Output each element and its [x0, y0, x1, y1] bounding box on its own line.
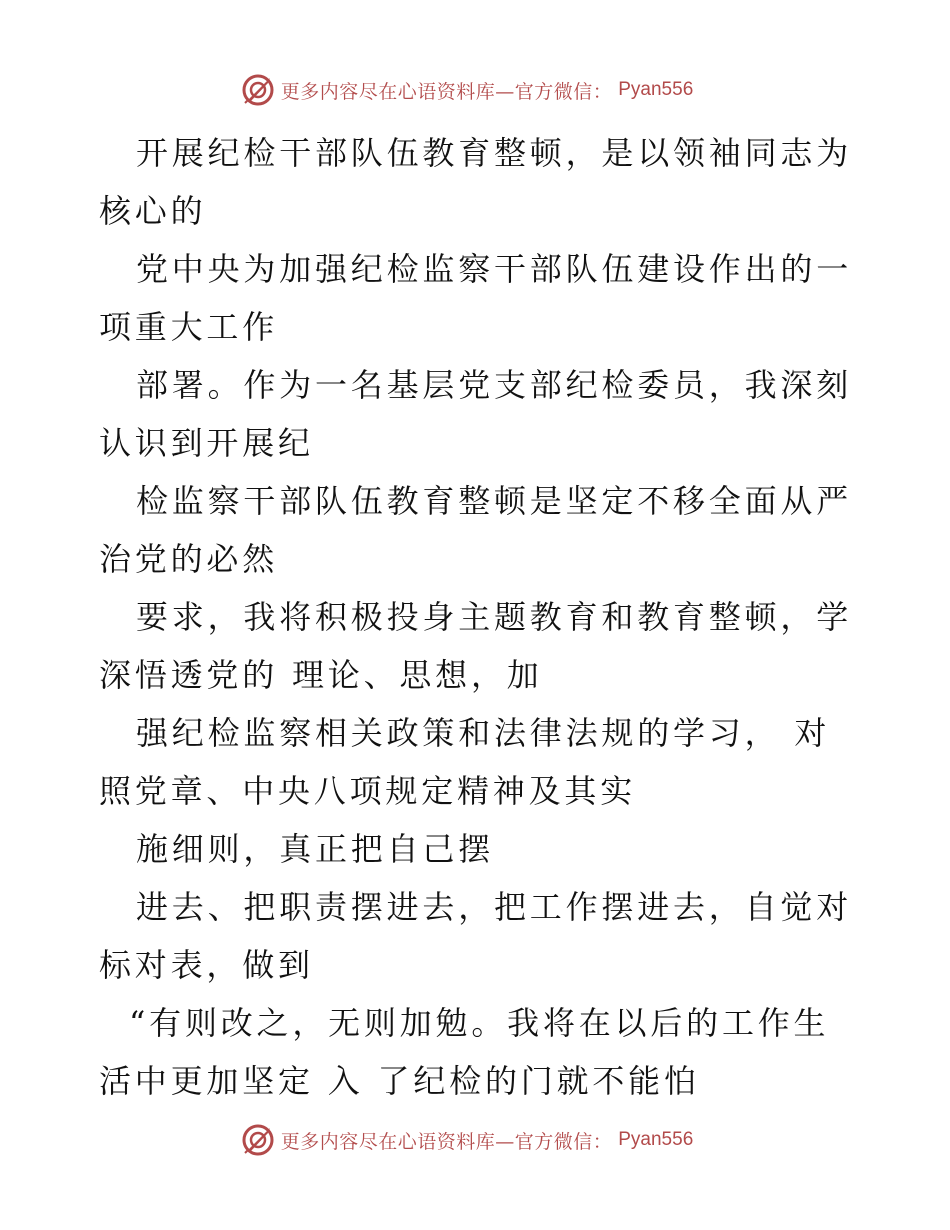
paragraph-5: 要求，我将积极投身主题教育和教育整顿，学深悟透党的 理论、思想，加 [99, 598, 853, 694]
brand-logo-icon [241, 1123, 275, 1157]
paragraph-6: 强纪检监察相关政策和法律法规的学习， 对照党章、中央八项规定精神及其实 [99, 714, 831, 810]
paragraph-4: 检监察干部队伍教育整顿是坚定不移全面从严治党的必然 [99, 482, 853, 578]
header-banner [0, 70, 950, 110]
paragraph-2: 党中央为加强纪检监察干部队伍建设作出的一项重大工作 [99, 250, 853, 346]
paragraph-7: 施细则，真正把自己摆 [136, 830, 495, 868]
brand-logo-icon [241, 73, 275, 107]
header-brand-text: 更多内容尽在心语资料库—官方微信： [280, 80, 613, 103]
header-wechat-id: Pyan556 [618, 79, 694, 100]
header-banner-inner [241, 73, 694, 107]
paragraph-3: 部署。作为一名基层党支部纪检委员，我深刻认识到开展纪 [99, 366, 853, 462]
paragraph-1: 开展纪检干部队伍教育整顿，是以领袖同志为核心的 [99, 134, 853, 230]
footer-brand-text: 更多内容尽在心语资料库—官方微信： [280, 1130, 613, 1153]
paragraph-8: 进去、把职责摆进去，把工作摆进去，自觉对标对表，做到 [99, 888, 853, 984]
footer-banner [0, 1120, 950, 1160]
footer-wechat-id: Pyan556 [618, 1129, 694, 1150]
document-body [99, 124, 859, 1110]
paragraph-9: “有则改之，无则加勉。我将在以后的工作生活中更加坚定 入 了纪检的门就不能怕 [99, 1004, 830, 1100]
footer-banner-inner [241, 1123, 694, 1157]
